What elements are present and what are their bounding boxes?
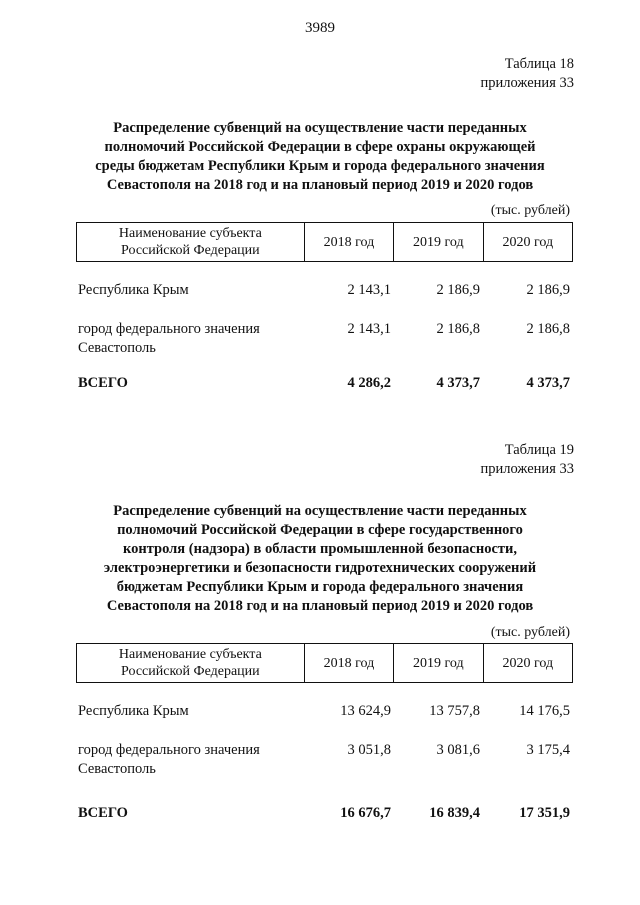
appendix-number: приложения 33 [480,461,574,477]
header-subject-line: Российской Федерации [121,664,260,679]
title-line: электроэнергетики и безопасности гидротехнических сооружений [103,560,537,576]
total-2018: 16 676,7 [340,805,391,821]
total-2019: 4 373,7 [436,375,480,391]
page-number: 3989 [305,20,335,36]
header-subject-line: Наименование субъекта [118,226,262,241]
title-line: Севастополя на 2018 год и на плановый период 2019 и 2020 годов [106,177,534,193]
value-2018: 2 143,1 [347,282,391,298]
header-year-2020: 2020 год [483,223,572,262]
header-year-2019: 2019 год [394,644,483,683]
header-year-2018: 2018 год [304,644,393,683]
value-2018: 3 051,8 [347,742,391,758]
row-subject: Республика Крым [78,703,189,719]
units-label: (тыс. рублей) [490,203,570,218]
value-2019: 3 081,6 [436,742,480,758]
row-subject-line: город федерального значения [78,321,260,337]
title-line: бюджетам Республики Крым и города федерального значения [116,579,524,595]
header-year-2018: 2018 год [304,223,393,262]
title-line: контроля (надзора) в области промышленной безопасности, [122,541,518,557]
row-subject-line: Севастополь [78,340,156,356]
table-reference [481,441,574,479]
title-line: Распределение субвенций на осуществление части переданных [113,120,527,136]
row-subject [78,741,298,779]
total-label: ВСЕГО [78,805,128,821]
appendix-number: приложения 33 [480,75,574,91]
row-subject [78,320,298,358]
title-line: полномочий Российской Федерации в сфере охраны окружающей [104,139,536,155]
table-number: Таблица 19 [504,442,574,458]
total-2020: 4 373,7 [526,375,570,391]
title-line: среды бюджетам Республики Крым и города федерального значения [95,158,545,174]
value-2019: 13 757,8 [429,703,480,719]
value-2020: 3 175,4 [526,742,570,758]
value-2020: 2 186,8 [526,321,570,337]
title-line: Севастополя на 2018 год и на плановый период 2019 и 2020 годов [106,598,534,614]
header-year-2019: 2019 год [394,223,483,262]
total-label: ВСЕГО [78,375,128,391]
table-title [80,119,560,195]
row-subject-line: Севастополь [78,761,156,777]
table-header [76,222,573,262]
header-subject [77,223,305,262]
value-2020: 2 186,9 [526,282,570,298]
value-2019: 2 186,9 [436,282,480,298]
value-2018: 2 143,1 [347,321,391,337]
row-subject: Республика Крым [78,282,189,298]
table-number: Таблица 18 [504,56,574,72]
total-2018: 4 286,2 [347,375,391,391]
title-line: Распределение субвенций на осуществление части переданных [113,503,527,519]
table-header [76,643,573,683]
total-2019: 16 839,4 [429,805,480,821]
row-subject-line: город федерального значения [78,742,260,758]
header-subject [77,644,305,683]
header-subject-line: Наименование субъекта [118,647,262,662]
total-2020: 17 351,9 [519,805,570,821]
value-2018: 13 624,9 [340,703,391,719]
table-reference [481,55,574,93]
value-2019: 2 186,8 [436,321,480,337]
header-year-2020: 2020 год [483,644,572,683]
header-subject-line: Российской Федерации [121,243,260,258]
value-2020: 14 176,5 [519,703,570,719]
table-title [80,502,560,616]
units-label: (тыс. рублей) [490,625,570,640]
title-line: полномочий Российской Федерации в сфере государственного [117,522,523,538]
